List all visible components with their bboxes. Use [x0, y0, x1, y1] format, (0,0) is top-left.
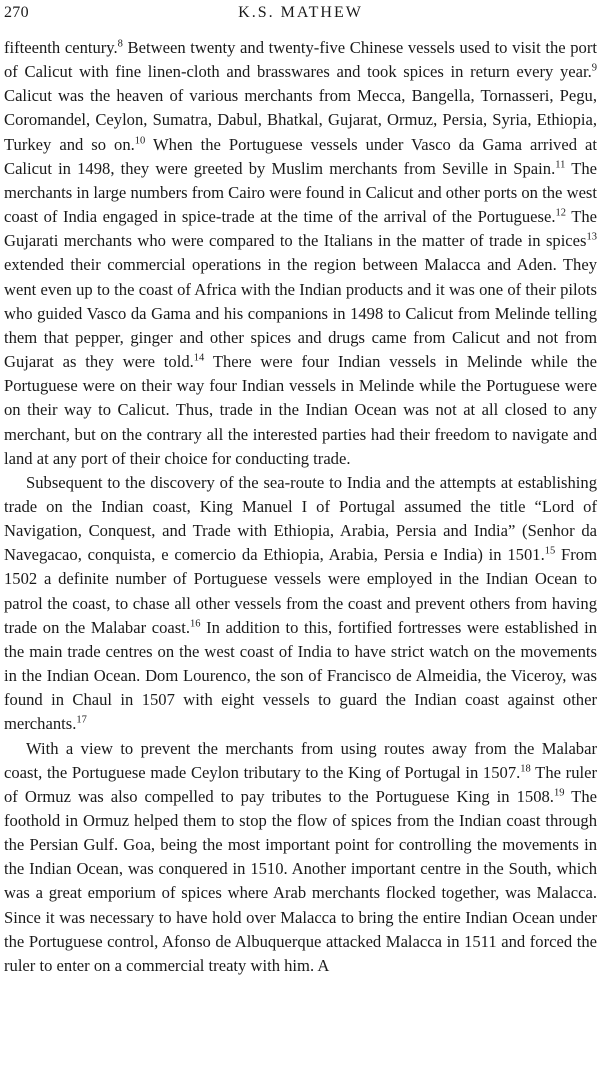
text-run: The ruler of Ormuz was also compelled to pay tributes to the Portuguese King in 1508. [4, 762, 597, 806]
footnote-ref: 10 [134, 135, 146, 147]
footnote-ref: 11 [555, 159, 566, 171]
body-text [4, 36, 597, 978]
text-run: The Gujarati merchants who were compared to the Italians in the matter of trade in spices [4, 207, 597, 251]
footnote-ref: 14 [193, 352, 205, 364]
footnote-ref: 16 [189, 618, 201, 630]
footnote-ref: 18 [520, 763, 531, 775]
footnote-ref: 17 [76, 714, 87, 726]
text-run: Calicut was the heaven of various merchants from Mecca, Bangella, Tornasseri, Pegu, Coromandel, Ceylon, Sumatra, Dabul, Bhatkal, Gujarat, Ormuz, Persia, Syria, Ethiopia, Turkey and so on. [4, 86, 597, 154]
text-run: extended their commercial operations in the region between Malacca and Aden. They went even up to the coast of Africa with the Indian products and it was one of their pilots who guided Vasco da Gama and his companions in 1498 to Calicut from Melinde telling them that pepper, ginger and other spices and drugs came from Calicut and not from Gujarat as they were told. [4, 255, 597, 372]
page-header [4, 4, 597, 36]
page-number: 270 [4, 4, 29, 21]
footnote-ref: 19 [553, 787, 565, 799]
footnote-ref: 8 [117, 38, 123, 50]
text-run: Between twenty and twenty-five Chinese vessels used to visit the port of Calicut with fine linen-cloth and brasswares and took spices in return every year. [4, 38, 597, 82]
paragraph [4, 737, 597, 979]
text-run: There were four Indian vessels in Melinde while the Portuguese were on their way four Indian vessels in Melinde while the Portuguese were on their way to Calicut. Thus, trade in the Indian Ocean was not at all closed to any merchant, but on the contrary all the interested parties had their freedom to navigate and land at any port of their choice for conducting trade. [4, 352, 597, 468]
footnote-ref: 12 [555, 207, 566, 219]
text-run: In addition to this, fortified fortresses were established in the main trade centres on the west coast of India to have strict watch on the movements in the Indian Ocean. Dom Lourenco, the son of Francisco de Almeidia, the Viceroy, was found in Chaul in 1507 with eight vessels to guard the Indian coast against other merchants. [4, 617, 597, 734]
footnote-ref: 15 [544, 545, 556, 557]
text-run: From 1502 a definite number of Portuguese vessels were employed in the Indian Ocean to patrol the coast, to chase all other vessels from the coast and prevent others from having trade on the Malabar coast. [4, 545, 597, 637]
text-run: With a view to prevent the merchants from using routes away from the Malabar coast, the Portuguese made Ceylon tributary to the King of Portugal in 1507. [4, 738, 597, 782]
footnote-ref: 13 [586, 231, 597, 243]
text-run: fifteenth century. [4, 38, 118, 57]
footnote-ref: 9 [591, 62, 597, 74]
paragraph [4, 471, 597, 737]
paragraph [4, 36, 597, 471]
text-run: When the Portuguese vessels under Vasco da Gama arrived at Calicut in 1498, they were greeted by Muslim merchants from Seville in Spain. [4, 134, 597, 178]
text-run: The foothold in Ormuz helped them to stop the flow of spices from the Indian coast through the Persian Gulf. Goa, being the most important point for controlling the movements in the Indian Ocean, was conquered in 1510. Another important centre in the South, which was a great emporium of spices where Arab merchants flocked together, was Malacca. Since it was necessary to have hold over Malacca to bring the entire Indian Ocean under the Portuguese control, Afonso de Albuquerque attacked Malacca in 1511 and forced the ruler to enter on a commercial treaty with him. A [4, 786, 597, 975]
text-run: Subsequent to the discovery of the sea-route to India and the attempts at establishing trade on the Indian coast, King Manuel I of Portugal assumed the title “Lord of Navigation, Conquest, and Trade with Ethiopia, Arabia, Persia and India” (Senhor da Navegacao, conquista, e comercio da Ethiopia, Arabia, Persia e India) in 1501. [4, 472, 597, 565]
running-head: K.S. MATHEW [238, 4, 363, 21]
text-run: The merchants in large numbers from Cairo were found in Calicut and other ports on the west coast of India engaged in spice-trade at the time of the arrival of the Portuguese. [4, 158, 597, 227]
